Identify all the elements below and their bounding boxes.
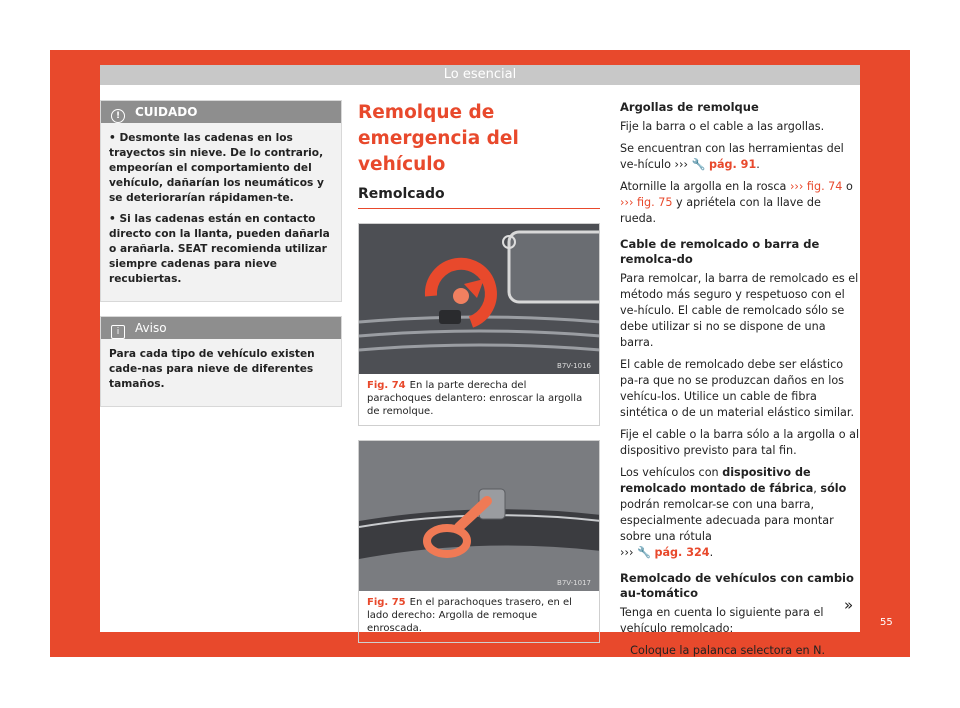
subsection-title: Remolcado (358, 186, 600, 209)
heading-cable: Cable de remolcado o barra de remolca-do (620, 237, 820, 266)
wrench-icon: 🔧 (691, 158, 706, 171)
notice-body (101, 339, 341, 406)
heading-argollas: Argollas de remolque (620, 100, 759, 114)
info-icon: i (111, 325, 125, 339)
text: podrán remolcar-se con una barra, especialmente adecuada para montar sobre una rótula (620, 498, 834, 543)
page-link[interactable]: pág. 91 (708, 158, 757, 171)
figure-74-image (359, 224, 599, 374)
figure-75-image (359, 441, 599, 591)
notice-text: Para cada tipo de vehículo existen cade-nas para nieve de diferentes tamaños. (109, 348, 315, 390)
notice-header (101, 317, 341, 339)
caution-box (100, 100, 342, 302)
text: o (842, 180, 853, 193)
tow-hook-rear-illustration (359, 441, 599, 591)
text: dispositivo de remolcado montado de fábrica (620, 466, 814, 495)
bullet-item (620, 643, 860, 659)
figure-number: Fig. 74 (367, 380, 406, 391)
notice-title: Aviso (135, 321, 167, 335)
tow-hook-front-illustration (359, 224, 599, 374)
caution-title: CUIDADO (135, 105, 198, 119)
text: sólo (820, 482, 847, 495)
figure-code: B7V-1017 (557, 579, 591, 587)
fig-link[interactable]: ››› fig. 74 (789, 180, 843, 193)
text: Los vehículos con (620, 466, 723, 479)
text: Atornille la argolla en la rosca (620, 180, 790, 193)
paragraph: Tenga en cuenta lo siguiente para el vehículo remolcado: (620, 606, 824, 635)
figure-74 (358, 223, 600, 426)
fig-link[interactable]: ››› fig. 75 (620, 196, 673, 209)
figure-74-caption (359, 374, 599, 425)
paragraph: Se encuentran con las herramientas del ve-hículo ››› 🔧 pág. 91. (620, 142, 844, 171)
figure-code: B7V-1016 (557, 362, 591, 370)
text: , (813, 482, 821, 495)
caution-item: • Si las cadenas están en contacto directo con la llanta, pueden dañarla o arañarla. SEAT recomienda utilizar siempre cadenas para nieve recubiertas. (109, 213, 330, 285)
continue-marker: » (844, 596, 854, 614)
page-number: 55 (880, 617, 893, 628)
section-title: Remolque de emergencia del vehículo (358, 102, 519, 175)
notice-box (100, 316, 342, 407)
figure-number: Fig. 75 (367, 597, 406, 608)
bullet-icon: • (620, 644, 627, 657)
paragraph: Fije la barra o el cable a las argollas. (620, 120, 825, 133)
paragraph: Fije el cable o la barra sólo a la argolla o al dispositivo previsto para tal fin. (620, 428, 860, 457)
figure-75-caption (359, 591, 599, 642)
middle-column (358, 100, 600, 643)
caption-text: En el parachoques trasero, en el lado derecho: Argolla de remoque enroscada. (367, 597, 572, 634)
text: Coloque la palanca selectora en N. (630, 644, 826, 657)
wrench-icon: 🔧 (636, 546, 651, 559)
left-column (100, 100, 342, 407)
page-link[interactable]: pág. 324 (654, 546, 710, 559)
caution-header (101, 101, 341, 123)
caution-body (101, 123, 341, 301)
text: Se encuentran con las herramientas del ve-hículo ››› (620, 142, 844, 171)
paragraph (620, 179, 860, 227)
caution-item: • Desmonte las cadenas en los trayectos sin nieve. De lo contrario, empeorían el comportamiento del vehículo, dañarían los neumáticos y se deteriorarían rápidamen-te. (109, 132, 324, 204)
caption-text: En la parte derecha del parachoques delantero: enroscar la argolla de remolque. (367, 380, 583, 417)
heading-automatic: Remolcado de vehículos con cambio au-tomático (620, 571, 854, 600)
text: ››› (620, 546, 637, 559)
paragraph: Los vehículos con dispositivo de remolcado montado de fábrica, sólo podrán remolcar-se con una barra, especialmente adecuada para montar sobre una rótula ››› 🔧 pág. 324. (620, 466, 847, 559)
page-header: Lo esencial (100, 65, 860, 85)
right-column (620, 100, 860, 665)
paragraph: Para remolcar, la barra de remolcado es el método más seguro y respetuoso con el ve-hículo. El cable de remolcado sólo se debe utilizar si no se dispone de una barra. (620, 272, 859, 349)
paragraph: El cable de remolcado debe ser elástico pa-ra que no se produzcan daños en los vehícu-los. Utilice un cable de fibra sintética o de un material elástico similar. (620, 358, 855, 419)
text: y apriétela con la llave de rueda. (620, 196, 821, 225)
figure-75 (358, 440, 600, 643)
alert-circle-icon: ! (111, 109, 125, 123)
